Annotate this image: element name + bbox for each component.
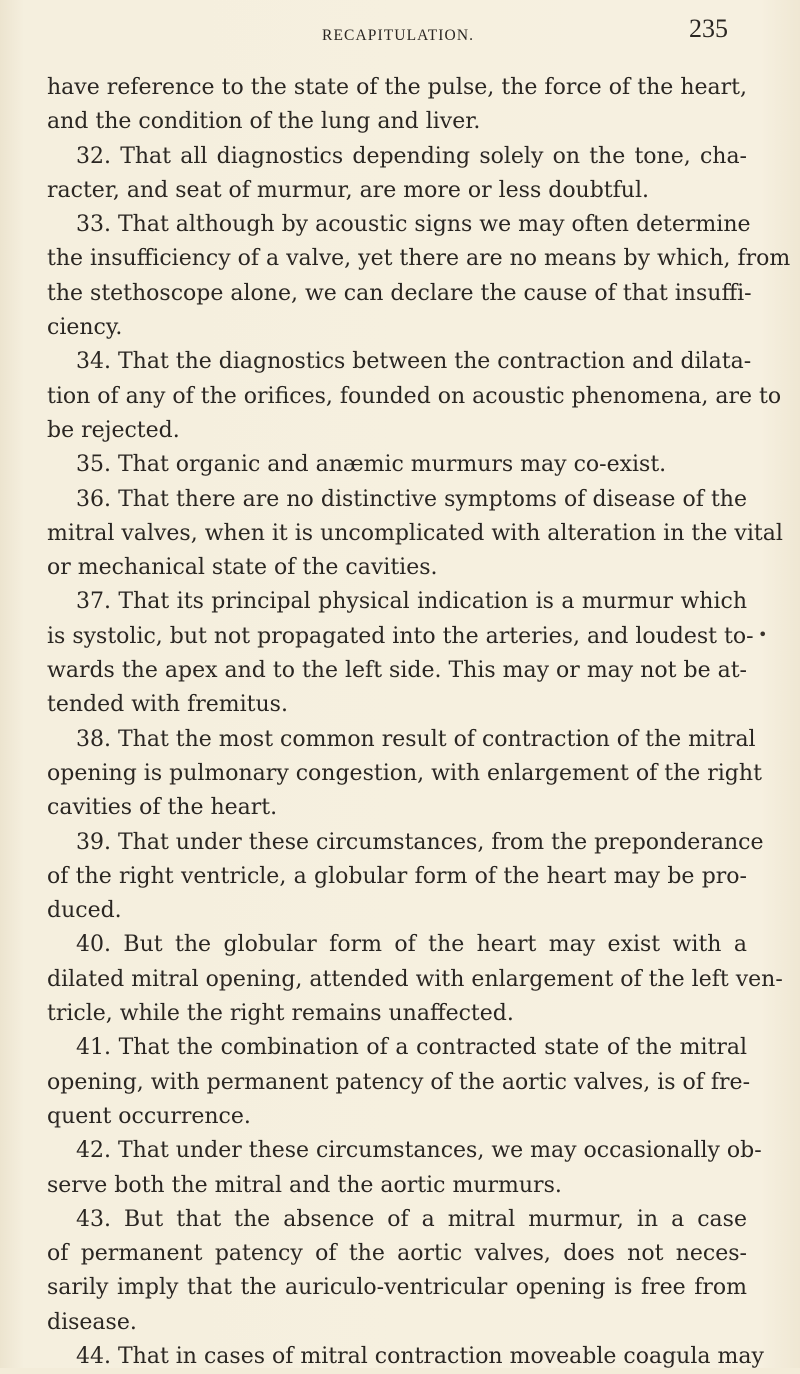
page-number: 235 (689, 14, 728, 43)
text-line: tended with fremitus. (47, 692, 288, 718)
text-line: racter, and seat of murmur, are more or less doubtful. (47, 177, 649, 203)
text-line: dilated mitral opening, attended with enlargement of the left ven- (47, 966, 783, 992)
running-head: RECAPITULATION. (322, 27, 475, 44)
text-line: opening is pulmonary congestion, with enlargement of the right (47, 760, 762, 786)
text-line: wards the apex and to the left side. This may or may not be at- (47, 658, 747, 684)
text-line: of the right ventricle, a globular form of the heart may be pro- (47, 863, 747, 889)
text-line: 42. That under these circumstances, we may occasionally ob- (76, 1138, 762, 1164)
text-line: the stethoscope alone, we can declare the cause of that insuffi- (47, 280, 752, 306)
text-line: opening, with permanent patency of the aortic valves, is of fre- (47, 1069, 751, 1095)
text-line: is systolic, but not propagated into the arteries, and loudest to- (47, 623, 754, 649)
text-line: of permanent patency of the aortic valves, does not neces- (47, 1241, 747, 1267)
text-line: 40. But the globular form of the heart may exist with a (76, 932, 747, 958)
text-line: 38. That the most common result of contraction of the mitral (76, 726, 756, 752)
text-line: 36. That there are no distinctive symptoms of disease of the (76, 486, 747, 512)
margin-speck-mark: • (758, 625, 768, 644)
text-line: disease. (47, 1309, 137, 1335)
text-line: 32. That all diagnostics depending solely on the tone, cha- (76, 143, 747, 169)
text-line: 35. That organic and anæmic murmurs may co-exist. (76, 452, 667, 478)
text-line: tion of any of the orifices, founded on acoustic phenomena, are to (47, 383, 782, 409)
text-line: or mechanical state of the cavities. (47, 555, 438, 581)
text-line: cavities of the heart. (47, 795, 278, 821)
text-line: and the condition of the lung and liver. (47, 109, 481, 135)
text-line: ciency. (47, 315, 123, 341)
text-line: the insufficiency of a valve, yet there are no means by which, from (47, 246, 791, 272)
text-line: 43. But that the absence of a mitral murmur, in a case (76, 1206, 747, 1232)
text-line: mitral valves, when it is uncomplicated with alteration in the vital (47, 520, 783, 546)
text-line: 34. That the diagnostics between the contraction and dilata- (76, 349, 752, 375)
text-line: tricle, while the right remains unaffected. (47, 1001, 514, 1027)
body-text (47, 71, 791, 1374)
text-line: 37. That its principal physical indication is a murmur which (76, 589, 747, 615)
text-line: duced. (47, 898, 122, 924)
text-line: have reference to the state of the pulse, the force of the heart, (47, 75, 747, 100)
text-line: 44. That in cases of mitral contraction moveable coagula may (76, 1343, 764, 1369)
text-line: 41. That the combination of a contracted state of the mitral (76, 1035, 747, 1061)
text-line: 39. That under these circumstances, from the preponderance (76, 829, 764, 855)
text-line: serve both the mitral and the aortic murmurs. (47, 1172, 562, 1198)
text-line: 33. That although by acoustic signs we may often determine (76, 212, 751, 238)
text-line: quent occurrence. (47, 1103, 251, 1129)
text-line: sarily imply that the auriculo-ventricular opening is free from (47, 1275, 747, 1301)
text-line: be rejected. (47, 417, 180, 443)
